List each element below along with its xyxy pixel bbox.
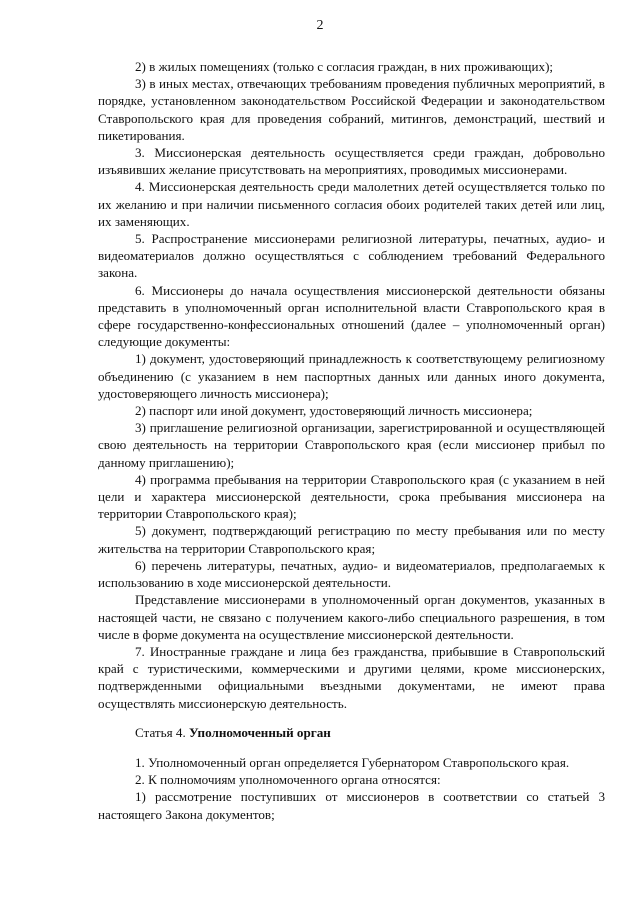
paragraph: 3) в иных местах, отвечающих требованиям проведения публичных мероприятий, в порядке, установленном законодательством Российской Федерации и законодательством Ставропольского края для проведения собраний, митингов, демонстраций, шествий и пикетирования.	[98, 76, 605, 143]
paragraph: 4. Миссионерская деятельность среди малолетних детей осуществляется только по их желанию и при наличии письменного согласия обоих родителей таких детей или лиц, их заменяющих.	[98, 179, 605, 229]
paragraph: 5. Распространение миссионерами религиозной литературы, печатных, аудио- и видеоматериалов должно осуществляться с соблюдением требований Федерального закона.	[98, 231, 605, 281]
paragraph: 3. Миссионерская деятельность осуществляется среди граждан, добровольно изъявивших желание присутствовать на мероприятиях, проводимых миссионерами.	[98, 145, 605, 178]
paragraph: 2) паспорт или иной документ, удостоверяющий личность миссионера;	[135, 403, 533, 419]
paragraph: 4) программа пребывания на территории Ставропольского края (с указанием в ней цели и характера миссионерской деятельности, срока пребывания миссионера на территории Ставропольского края);	[98, 471, 605, 522]
paragraph: Представление миссионерами в уполномоченный орган документов, указанных в настоящей части, не связано с получением какого-либо специального разрешения, в том числе в форме документа на осуществление миссионерской деятельности.	[98, 592, 605, 642]
paragraph: 2) в жилых помещениях (только с согласия граждан, в них проживающих);	[135, 59, 554, 74]
paragraph: 3) приглашение религиозной организации, зарегистрированной и осуществляющей свою деятельность на территории Ставропольского края (если миссионер прибыл по данному приглашению);	[98, 420, 605, 470]
page-number: 2	[316, 18, 324, 33]
document-body	[98, 58, 605, 823]
paragraph: 5) документ, подтверждающий регистрацию по месту пребывания или по месту жительства на территории Ставропольского края;	[98, 523, 605, 556]
article-heading	[98, 724, 605, 741]
paragraph: 2. К полномочиям уполномоченного органа относятся:	[135, 772, 441, 788]
article-number: Статья 4.	[135, 724, 186, 740]
article-title: Уполномоченный орган	[189, 724, 331, 740]
paragraph: 1) документ, удостоверяющий принадлежность к соответствующему религиозному объединению (с указанием в нем паспортных данных или данных иного документа, удостоверяющего личность миссионера);	[98, 351, 605, 401]
paragraph: 6. Миссионеры до начала осуществления миссионерской деятельности обязаны представить в уполномоченный орган исполнительной власти Ставропольского края в сфере государственно-конфессиональных отношений (далее – уполномоченный орган) следующие документы:	[98, 282, 605, 350]
paragraph: 1) рассмотрение поступивших от миссионеров в соответствии со статьей 3 настоящего Закона документов;	[98, 789, 605, 822]
paragraph: 7. Иностранные граждане и лица без гражданства, прибывшие в Ставропольский край с туристическими, коммерческими и другими целями, кроме миссионерских, подтвержденными официальными въездными документами, не имеют права осуществлять миссионерскую деятельность.	[98, 643, 605, 711]
paragraph: 1. Уполномоченный орган определяется Губернатором Ставропольского края.	[135, 754, 570, 770]
paragraph: 6) перечень литературы, печатных, аудио- и видеоматериалов, предполагаемых к использованию в ходе миссионерской деятельности.	[98, 557, 605, 591]
